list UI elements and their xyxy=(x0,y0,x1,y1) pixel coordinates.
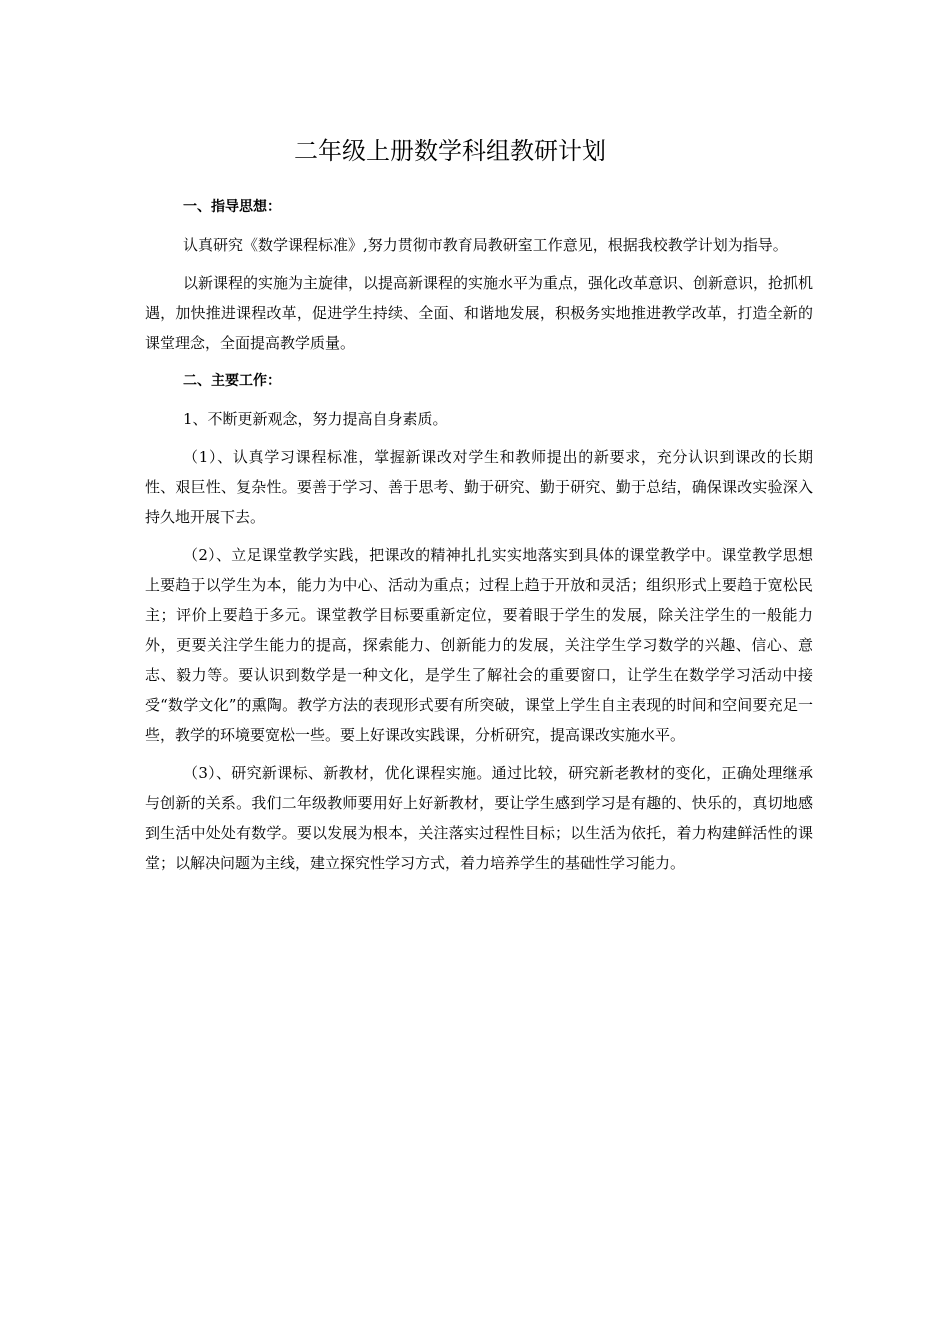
work-subitem-2: （2）、立足课堂教学实践，把课改的精神扎扎实实地落实到具体的课堂教学中。课堂教学思想上要趋于以学生为本，能力为中心、活动为重点；过程上趋于开放和灵活；组织形式上要趋于宽松民主；评价上要趋于多元。课堂教学目标要重新定位，要着眼于学生的发展，除关注学生的一般能力外，更要关注学生能力的提高，探索能力、创新能力的发展，关注学生学习数学的兴趣、信心、意志、毅力等。要认识到数学是一种文化，是学生了解社会的重要窗口，让学生在数学学习活动中接受“数学文化”的熏陶。教学方法的表现形式要有所突破，课堂上学生自主表现的时间和空间要充足一些，教学的环境要宽松一些。要上好课改实践课，分析研究，提高课改实施水平。 xyxy=(145,546,813,744)
work-item-1: 1、不断更新观念，努力提高自身素质。 xyxy=(183,410,448,428)
work-subitem-3: （3）、研究新课标、新教材，优化课程实施。通过比较，研究新老教材的变化，正确处理继承与创新的关系。我们二年级教师要用好上好新教材，要让学生感到学习是有趣的、快乐的，真切地感到生活中处处有数学。要以发展为根本，关注落实过程性目标；以生活为依托，着力构建鲜活性的课堂；以解决问题为主线，建立探究性学习方式，着力培养学生的基础性学习能力。 xyxy=(145,764,813,872)
section-heading-main-work: 二、主要工作： xyxy=(183,373,281,389)
section-heading-guiding-thought: 一、指导思想： xyxy=(183,199,281,215)
work-subitem-1: （1）、认真学习课程标准，掌握新课改对学生和教师提出的新要求，充分认识到课改的长期性、艰巨性、复杂性。要善于学习、善于思考、勤于研究、勤于研究、勤于总结，确保课改实验深入持久地开展下去。 xyxy=(145,448,813,526)
document-body xyxy=(145,192,813,886)
paragraph-guiding-1: 认真研究《数学课程标准》,努力贯彻市教育局教研室工作意见，根据我校教学计划为指导。 xyxy=(183,236,788,254)
document-title: 二年级上册数学科组教研计划 xyxy=(294,137,606,165)
paragraph-guiding-2: 以新课程的实施为主旋律，以提高新课程的实施水平为重点，强化改革意识、创新意识，抢抓机遇，加快推进课程改革，促进学生持续、全面、和谐地发展，积极务实地推进教学改革，打造全新的课堂理念，全面提高教学质量。 xyxy=(145,274,814,352)
